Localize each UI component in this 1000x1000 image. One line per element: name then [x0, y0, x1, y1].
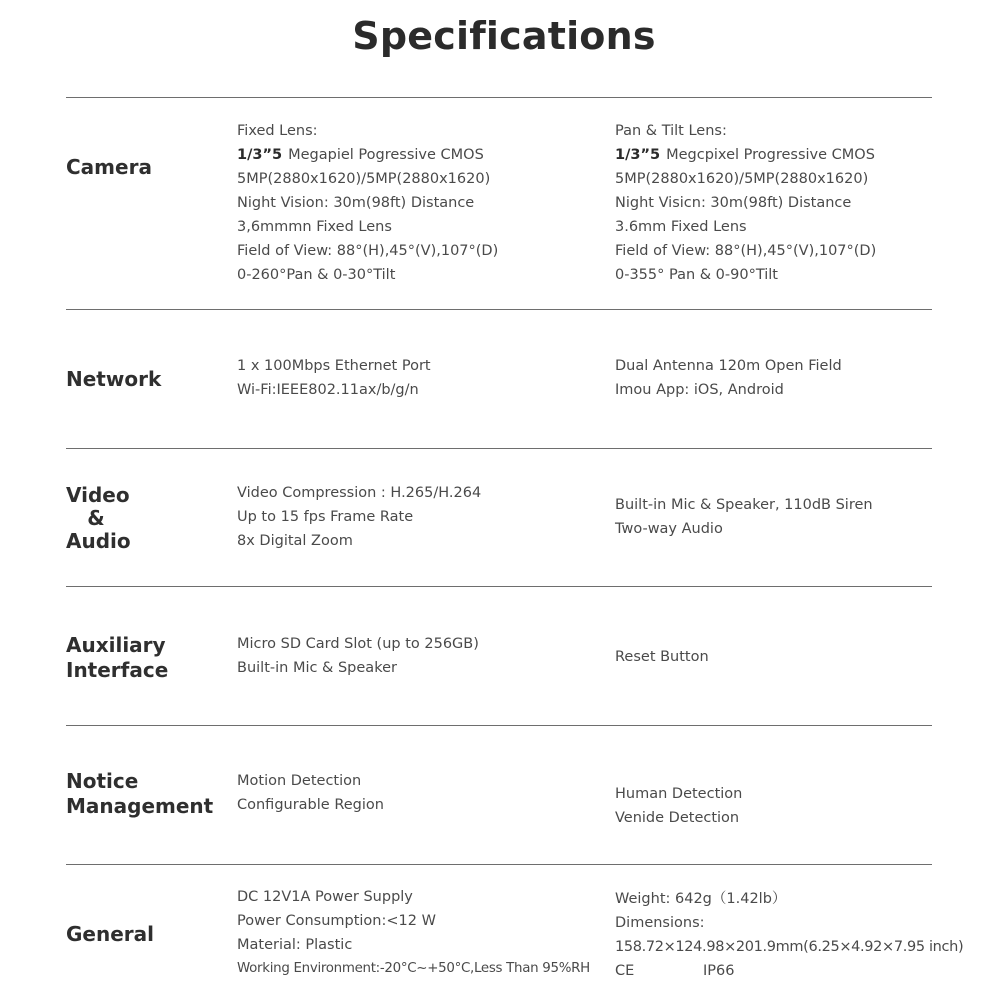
video-audio-heading: [66, 483, 131, 553]
heading-line: Interface: [66, 658, 169, 682]
spec-line: Working Environment:-20°C~+50°C,Less Than 95%RH: [237, 961, 590, 976]
video-audio-left-specs: [237, 481, 481, 553]
spec-line: Configurable Region: [237, 797, 384, 813]
spec-line: Micro SD Card Slot (up to 256GB): [237, 636, 479, 652]
spec-line: Motion Detection: [237, 773, 362, 789]
spec-line: Dimensions:: [615, 915, 705, 931]
sensor-size: 1/3”5: [615, 147, 661, 163]
spec-line: Field of View: 88°(H),45°(V),107°(D): [615, 243, 877, 259]
spec-line: 5MP(2880x1620)/5MP(2880x1620): [615, 171, 869, 187]
divider: [66, 97, 932, 98]
video-audio-right-specs: [615, 493, 873, 541]
heading-line: Notice: [66, 769, 139, 793]
spec-line: Two-way Audio: [615, 521, 723, 537]
heading-line: Auxiliary: [66, 633, 166, 657]
network-right-specs: [615, 354, 842, 402]
spec-line: Built-in Mic & Speaker: [237, 660, 397, 676]
spec-line: Weight: 642g（1.42lb）: [615, 891, 787, 907]
divider: [66, 309, 932, 310]
spec-line: 3.6mm Fixed Lens: [615, 219, 747, 235]
network-left-specs: [237, 354, 431, 402]
spec-line: 158.72×124.98×201.9mm(6.25×4.92×7.95 inch): [615, 939, 964, 955]
spec-line: 5MP(2880x1620)/5MP(2880x1620): [237, 171, 491, 187]
auxiliary-interface-heading: [66, 633, 168, 683]
spec-line: Built-in Mic & Speaker, 110dB Siren: [615, 497, 873, 513]
camera-heading: Camera: [66, 155, 152, 179]
certification-ip66: IP66: [703, 963, 735, 979]
general-left-specs: [237, 885, 590, 981]
spec-line: Pan & Tilt Lens:: [615, 123, 727, 139]
spec-line: Imou App: iOS, Android: [615, 382, 784, 398]
spec-line: 0-260°Pan & 0-30°Tilt: [237, 267, 396, 283]
spec-line: [615, 143, 876, 167]
sensor-type: Megapiel Pogressive CMOS: [288, 147, 484, 163]
camera-pan-tilt-specs: [615, 119, 876, 287]
spec-line: DC 12V1A Power Supply: [237, 889, 413, 905]
spec-line: [615, 959, 963, 983]
spec-line: Fixed Lens:: [237, 123, 318, 139]
divider: [66, 725, 932, 726]
spec-line: Material: Plastic: [237, 937, 353, 953]
spec-line: Video Compression : H.265/H.264: [237, 485, 482, 501]
spec-line: 3,6mmmn Fixed Lens: [237, 219, 392, 235]
spec-line: Human Detection: [615, 786, 743, 802]
spec-line: Night Vision: 30m(98ft) Distance: [237, 195, 475, 211]
auxiliary-right-specs: [615, 645, 709, 669]
notice-right-specs: [615, 782, 742, 830]
heading-line: Management: [66, 794, 214, 818]
notice-left-specs: [237, 769, 384, 817]
auxiliary-left-specs: [237, 632, 479, 680]
spec-line: Field of View: 88°(H),45°(V),107°(D): [237, 243, 499, 259]
spec-line: Power Consumption:<12 W: [237, 913, 436, 929]
spec-line: 1 x 100Mbps Ethernet Port: [237, 358, 431, 374]
general-heading: General: [66, 922, 154, 946]
camera-fixed-lens-specs: [237, 119, 498, 287]
spec-line: Dual Antenna 120m Open Field: [615, 358, 842, 374]
spec-line: Night Visicn: 30m(98ft) Distance: [615, 195, 852, 211]
sensor-type: Megcpixel Progressive CMOS: [666, 147, 875, 163]
heading-line: Video: [66, 483, 130, 507]
spec-line: Wi-Fi:IEEE802.11ax/b/g/n: [237, 382, 419, 398]
spec-line: 0-355° Pan & 0-90°Tilt: [615, 267, 778, 283]
spec-line: Venide Detection: [615, 810, 740, 826]
network-heading: Network: [66, 367, 162, 391]
divider: [66, 448, 932, 449]
divider: [66, 864, 932, 865]
notice-management-heading: [66, 769, 213, 819]
page-title: Specifications: [352, 14, 656, 58]
spec-line: Up to 15 fps Frame Rate: [237, 509, 414, 525]
spec-line: Reset Button: [615, 649, 709, 665]
spec-line: [237, 143, 498, 167]
heading-line: Audio: [66, 529, 131, 553]
spec-line: 8x Digital Zoom: [237, 533, 353, 549]
divider: [66, 586, 932, 587]
heading-line: &: [87, 506, 105, 530]
sensor-size: 1/3”5: [237, 147, 283, 163]
certification-ce: CE: [615, 963, 635, 979]
general-right-specs: [615, 887, 963, 983]
